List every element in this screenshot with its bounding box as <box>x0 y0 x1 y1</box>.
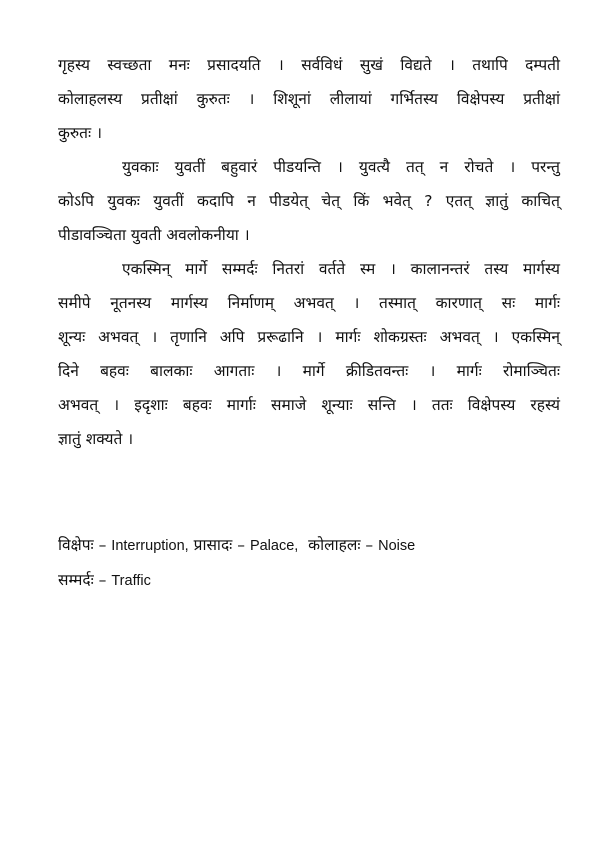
paragraph-line: युवकाः युवतीं बहुवारं पीडयन्ति । युवत्यै तत् न रोचते । परन्तु <box>122 158 560 176</box>
glossary-separator: – <box>360 536 379 554</box>
paragraph-line: शून्यः अभवत् । तृणानि अपि प्ररूढानि । मार्गः शोकग्रस्तः अभवत् । एकस्मिन् <box>58 328 560 346</box>
document-page <box>58 48 560 456</box>
glossary-separator: – <box>232 536 250 554</box>
glossary-meaning: Interruption, <box>111 538 189 554</box>
glossary-meaning: Palace, <box>249 538 299 554</box>
paragraph-3 <box>58 252 560 456</box>
paragraph-line: पीडावञ्चिता युवती अवलोकनीया । <box>58 226 250 244</box>
glossary-line-1 <box>58 528 560 563</box>
paragraph-line: कोऽपि युवकः युवतीं कदापि न पीडयेत् चेत् किं भवेत् ? एतत् ज्ञातुं काचित् <box>58 192 560 210</box>
glossary-separator: – <box>93 536 112 554</box>
paragraph-1 <box>58 48 560 150</box>
glossary-separator: – <box>93 571 112 589</box>
paragraph-line: अभवत् । इदृशाः बहवः मार्गाः समाजे शून्याः सन्ति । ततः विक्षेपस्य रहस्यं <box>58 396 560 414</box>
paragraph-line: दिने बहवः बालकाः आगताः । मार्गे क्रीडितवन्तः । मार्गः रोमाञ्चितः <box>58 362 560 380</box>
glossary-term: सम्मर्दः <box>58 571 94 589</box>
glossary-meaning: Traffic <box>111 573 151 589</box>
glossary-term: विक्षेपः <box>58 536 94 554</box>
paragraph-line: कोलाहलस्य प्रतीक्षां कुरुतः । शिशूनां लीलायां गर्भितस्य विक्षेपस्य प्रतीक्षां <box>58 90 560 108</box>
paragraph-line: ज्ञातुं शक्यते । <box>58 430 134 448</box>
glossary <box>58 528 560 598</box>
paragraph-line: कुरुतः । <box>58 124 102 142</box>
paragraph-line: एकस्मिन् मार्गे सम्मर्दः नितरां वर्तते स्म । कालानन्तरं तस्य मार्गस्य <box>122 260 560 278</box>
paragraph-line: समीपे नूतनस्य मार्गस्य निर्माणम् अभवत् । तस्मात् कारणात् सः मार्गः <box>58 294 560 312</box>
glossary-term: प्रासादः <box>193 536 233 554</box>
glossary-meaning: Noise <box>378 538 416 554</box>
paragraph-line: गृहस्य स्वच्छता मनः प्रसादयति । सर्वविधं सुखं विद्यते । तथापि दम्पती <box>58 56 560 74</box>
paragraph-2 <box>58 150 560 252</box>
glossary-line-2 <box>58 563 560 598</box>
glossary-term: कोलाहलः <box>308 536 361 554</box>
